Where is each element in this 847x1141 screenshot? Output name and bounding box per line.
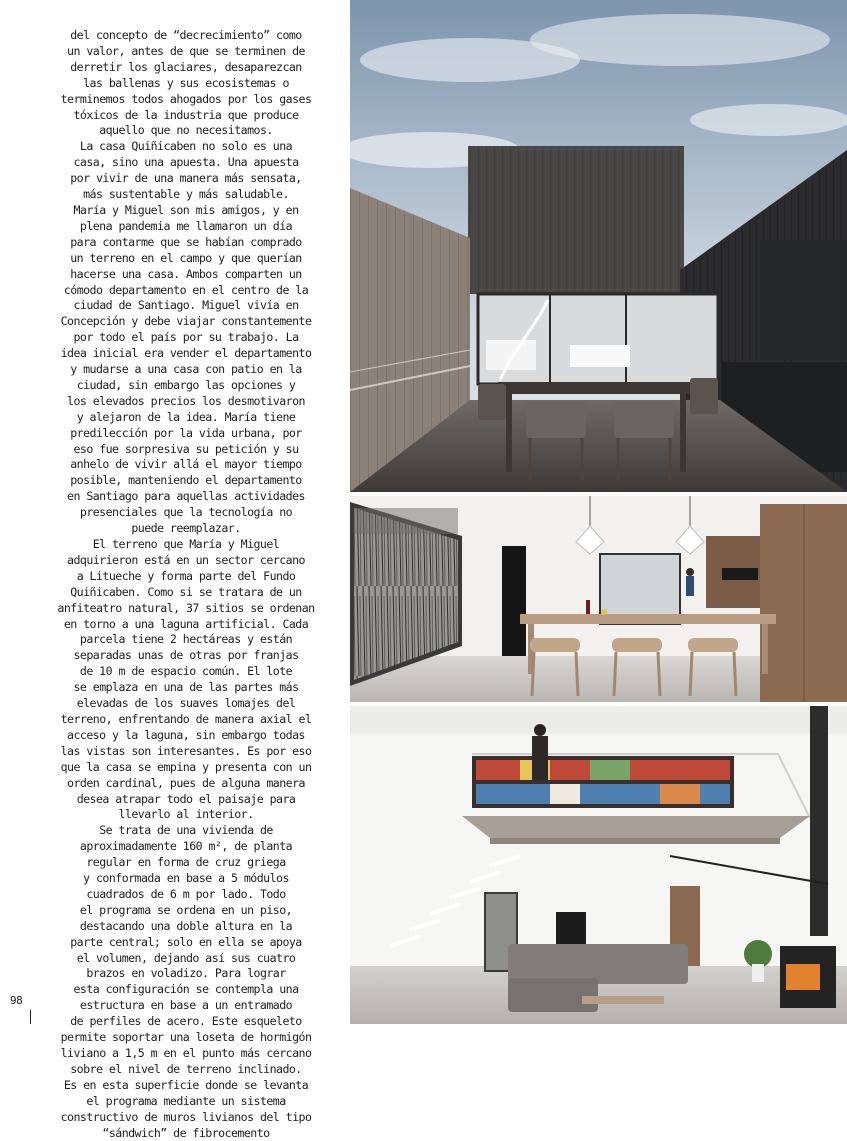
article-line: El terreno que María y Miguel [92,537,280,551]
article-line: de perfiles de acero. Este esqueleto [70,1014,302,1029]
article-line: adquirieron está en un sector cercano [67,552,305,567]
article-line: constructivo de muros livianos del tipo [60,1109,312,1124]
article-line: elevadas de los suaves lomajes del [76,696,296,711]
article-line: derretir los glaciares, desaparezcan [70,59,302,74]
article-line: ciudad de Santiago. Miguel vivía en [73,298,299,313]
article-line: de 10 m de espacio común. El lote [79,664,293,679]
article-line: casa, sino una apuesta. Una apuesta [73,155,299,170]
article-line: tóxicos de la industria que produce [73,107,299,122]
article-line: predilección por la vida urbana, por [70,425,302,440]
article-line: a Litueche y forma parte del Fundo [76,568,296,583]
article-line: el programa mediante un sistema [86,1093,286,1108]
article-line: y mudarse a una casa con patio en la [70,362,302,377]
article-line: se emplaza en una de las partes más [73,680,299,695]
article-line: ciudad, sin embargo las opciones y [76,377,296,392]
article-line: las ballenas y sus ecosistemas o [83,75,289,90]
article-line: estructura en base a un entramado [79,998,293,1013]
article-line: aproximadamente 160 m², de planta [79,839,293,854]
article-line: más sustentable y más saludable. [83,187,289,202]
article-line: terminemos todos ahogados por los gases [60,91,312,106]
article-line: y alejaron de la idea. María tiene [76,409,296,424]
article-line: presenciales que la tecnología no [79,505,293,520]
article-line: anhelo de vivir allá el mayor tiempo [70,457,302,472]
article-line: liviano a 1,5 m en el punto más cercano [60,1046,312,1060]
article-line: “sándwich” de fibrocemento [102,1125,270,1140]
article-line: acceso y la laguna, sin embargo todas [67,727,305,742]
article-line: del concepto de “decrecimiento” como [70,28,302,42]
article-line: para contarme que se habían comprado [70,234,302,249]
article-line: el programa se ordena en un piso, [79,902,293,917]
article-line: terreno, enfrentando de manera axial el [60,711,312,726]
article-line: por todo el país por su trabajo. La [73,330,299,345]
article-line: por vivir de una manera más sensata, [70,171,302,186]
article-line: Concepción y debe viajar constantemente [60,314,312,329]
article-line: un valor, antes de que se terminen de [67,43,305,58]
article-line: Se trata de una vivienda de [99,823,273,838]
article-line: plena pandemia me llamaron un día [79,218,293,233]
article-line: aquello que no necesitamos. [99,123,273,138]
article-line: parte central; solo en ella se apoya [70,934,302,949]
article-line: cómodo departamento en el centro de la [63,282,309,297]
article-line: idea inicial era vender el departamento [60,346,312,361]
article-line: sobre el nivel de terreno inclinado. [70,1061,302,1076]
article-line: Quiñicaben. Como si se tratara de un [70,584,302,599]
article-line: esta configuración se contempla una [73,982,299,997]
article-line: hacerse una casa. Ambos comparten un [70,266,302,281]
exterior-patio-image [350,0,847,492]
article-line: puede reemplazar. [131,521,241,536]
article-line: orden cardinal, pues de alguna manera [67,775,305,790]
article-line: brazos en voladizo. Para lograr [86,966,286,981]
double-height-living-image [350,706,847,1024]
article-line: en torno a una laguna artificial. Cada [63,616,309,631]
article-line: los elevados precios los desmotivaron [67,393,305,408]
article-line: María y Miguel son mis amigos, y en [73,202,299,217]
article-body [8,28,364,1141]
article-line: permite soportar una loseta de hormigón [60,1030,312,1045]
article-line: eso fue sorpresiva su petición y su [73,441,299,456]
article-line: posible, manteniendo el departamento [70,473,302,488]
article-line: anfiteatro natural, 37 sitios se ordenan [57,600,315,615]
article-line: cuadrados de 6 m por lado. Todo [86,886,286,901]
article-line: Es en esta superficie donde se levanta [63,1077,309,1092]
margin-rule [30,1010,31,1024]
article-line: regular en forma de cruz griega [86,855,286,870]
article-line: un terreno en el campo y que querían [70,250,302,265]
article-line: y conformada en base a 5 módulos [83,871,289,886]
page-number: 98 [10,994,23,1007]
article-line: el volumen, dejando así sus cuatro [76,950,296,965]
article-line: parcela tiene 2 hectáreas y están [79,632,293,647]
article-line: desea atrapar todo el paisaje para [76,791,296,806]
article-line: La casa Quiñicaben no solo es una [79,139,293,154]
article-line: llevarlo al interior. [118,807,254,822]
article-line: en Santiago para aquellas actividades [67,489,305,504]
article-line: que la casa se empina y presenta con un [60,759,312,774]
article-line: las vistas son interesantes. Es por eso [60,743,312,758]
interior-dining-image [350,496,847,702]
article-line: separadas unas de otras por franjas [73,648,299,663]
article-line: destacando una doble altura en la [79,918,293,933]
